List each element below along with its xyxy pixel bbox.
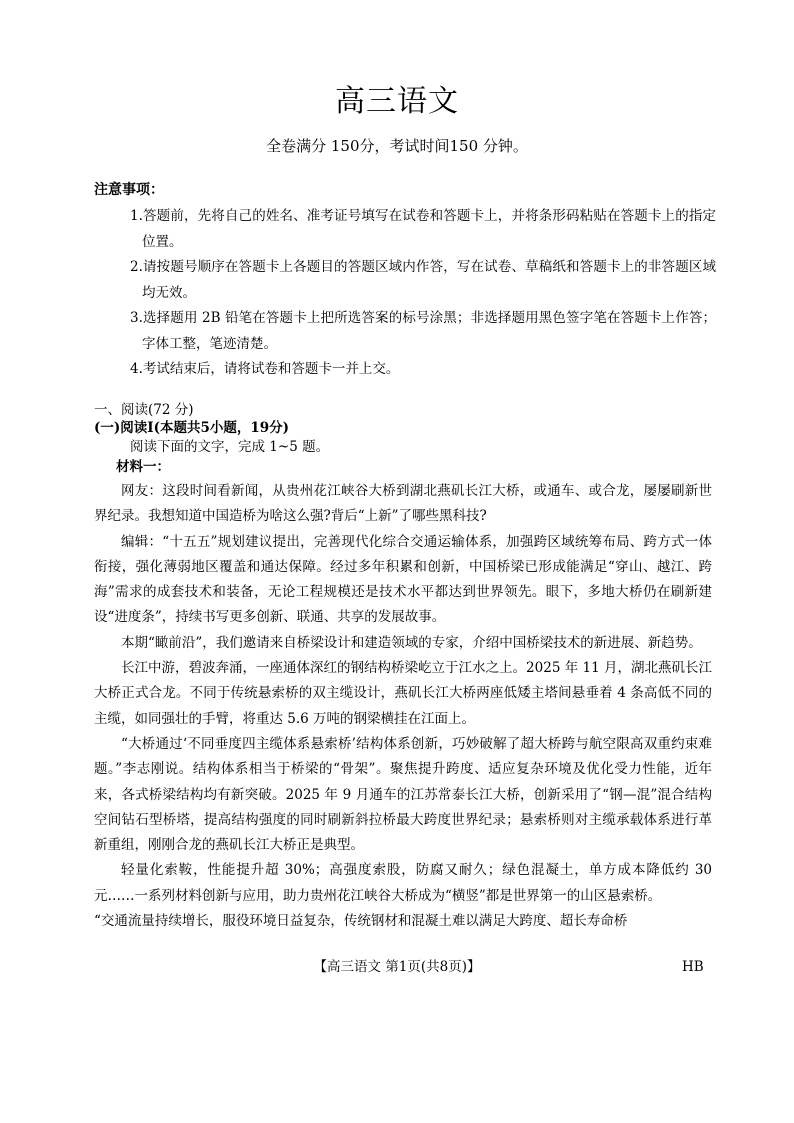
reading-passage (94, 479, 712, 934)
passage-paragraph: “大桥通过‘不同垂度四主缆体系悬索桥’结构体系创新，巧妙破解了超大桥跨与航空限高双重约束难题。”李志刚说。结构体系相当于桥梁的“骨架”。聚焦提升跨度、适应复杂环境及优化受力性能，近年来，各式桥梁结构均有新突破。2025 年 9 月通车的江苏常泰长江大桥，创新采用了“钢—混”混合结构空间钻石型桥塔，提高结构强度的同时刷新斜拉桥最大跨度世界纪录；悬索桥则对主缆承载体系进行革新重组，刚刚合龙的燕矶长江大桥正是典型。 (94, 735, 712, 854)
passage-paragraph: 网友：这段时间看新闻，从贵州花江峡谷大桥到湖北燕矶长江大桥，或通车、或合龙，屡屡刷新世界纪录。我想知道中国造桥为啥这么强?背后“上新”了哪些黑科技? (94, 483, 712, 525)
passage-paragraph: 长江中游，碧波奔涌，一座通体深红的钢结构桥梁屹立于江水之上。2025 年 11 月，湖北燕矶长江大桥正式合龙。不同于传统悬索桥的双主缆设计，燕矶长江大桥两座低矮主塔间悬垂着 4 条高低不同的主缆，如同强壮的手臂，将重达 5.6 万吨的钢梁横挂在江面上。 (94, 660, 712, 727)
material-label: 材料一： (116, 459, 170, 475)
reading-instruction: 阅读下面的文字，完成 1~5 题。 (130, 439, 330, 455)
subsection-heading: (一)阅读Ⅰ(本题共5小题，19分) (94, 420, 290, 436)
exam-title: 高三语文 (335, 84, 459, 119)
page-number-label: 【高三语文 第1页(共8页)】 (313, 959, 481, 975)
exam-code: HB (682, 959, 704, 975)
notice-heading: 注意事项： (94, 182, 164, 198)
passage-continuation: “交通流量持续增长，服役环境日益复杂，传统钢材和混凝土难以满足大跨度、超长寿命桥 (94, 913, 628, 930)
exam-subtitle: 全卷满分 150分，考试时间150 分钟。 (266, 137, 528, 155)
notice-list (130, 204, 716, 383)
passage-paragraph: 编辑：“十五五”规划建议提出，完善现代化综合交通运输体系，加强跨区域统筹布局、跨方式一体衔接，强化薄弱地区覆盖和通达保障。经过多年积累和创新，中国桥梁已形成能满足“穿山、越江、跨海”需求的成套技术和装备，无论工程规模还是技术水平都达到世界领先。眼下，多地大桥仍在刷新建设“进度条”，持续书写更多创新、联通、共享的发展故事。 (94, 533, 712, 626)
notice-item: 2.请按题号顺序在答题卡上各题目的答题区域内作答，写在试卷、草稿纸和答题卡上的非答题区域均无效。 (130, 259, 716, 301)
passage-paragraph: 轻量化索鞍，性能提升超 30%；高强度索股，防腐又耐久；绿色混凝土，单方成本降低约 30 元……一系列材料创新与应用，助力贵州花江峡谷大桥成为“横竖”都是世界第一的山区悬索桥。 (94, 862, 712, 904)
passage-paragraph: 本期“瞰前沿”，我们邀请来自桥梁设计和建造领域的专家，介绍中国桥梁技术的新进展、新趋势。 (121, 634, 702, 651)
notice-item: 1.答题前，先将自己的姓名、准考证号填写在试卷和答题卡上，并将条形码粘贴在答题卡上的指定位置。 (130, 208, 716, 250)
notice-item: 3.选择题用 2B 铅笔在答题卡上把所选答案的标号涂黑；非选择题用黑色签字笔在答题卡上作答；字体工整，笔迹清楚。 (130, 310, 716, 352)
notice-item: 4.考试结束后，请将试卷和答题卡一并上交。 (130, 361, 400, 377)
section-heading: 一、阅读(72 分) (94, 402, 194, 418)
